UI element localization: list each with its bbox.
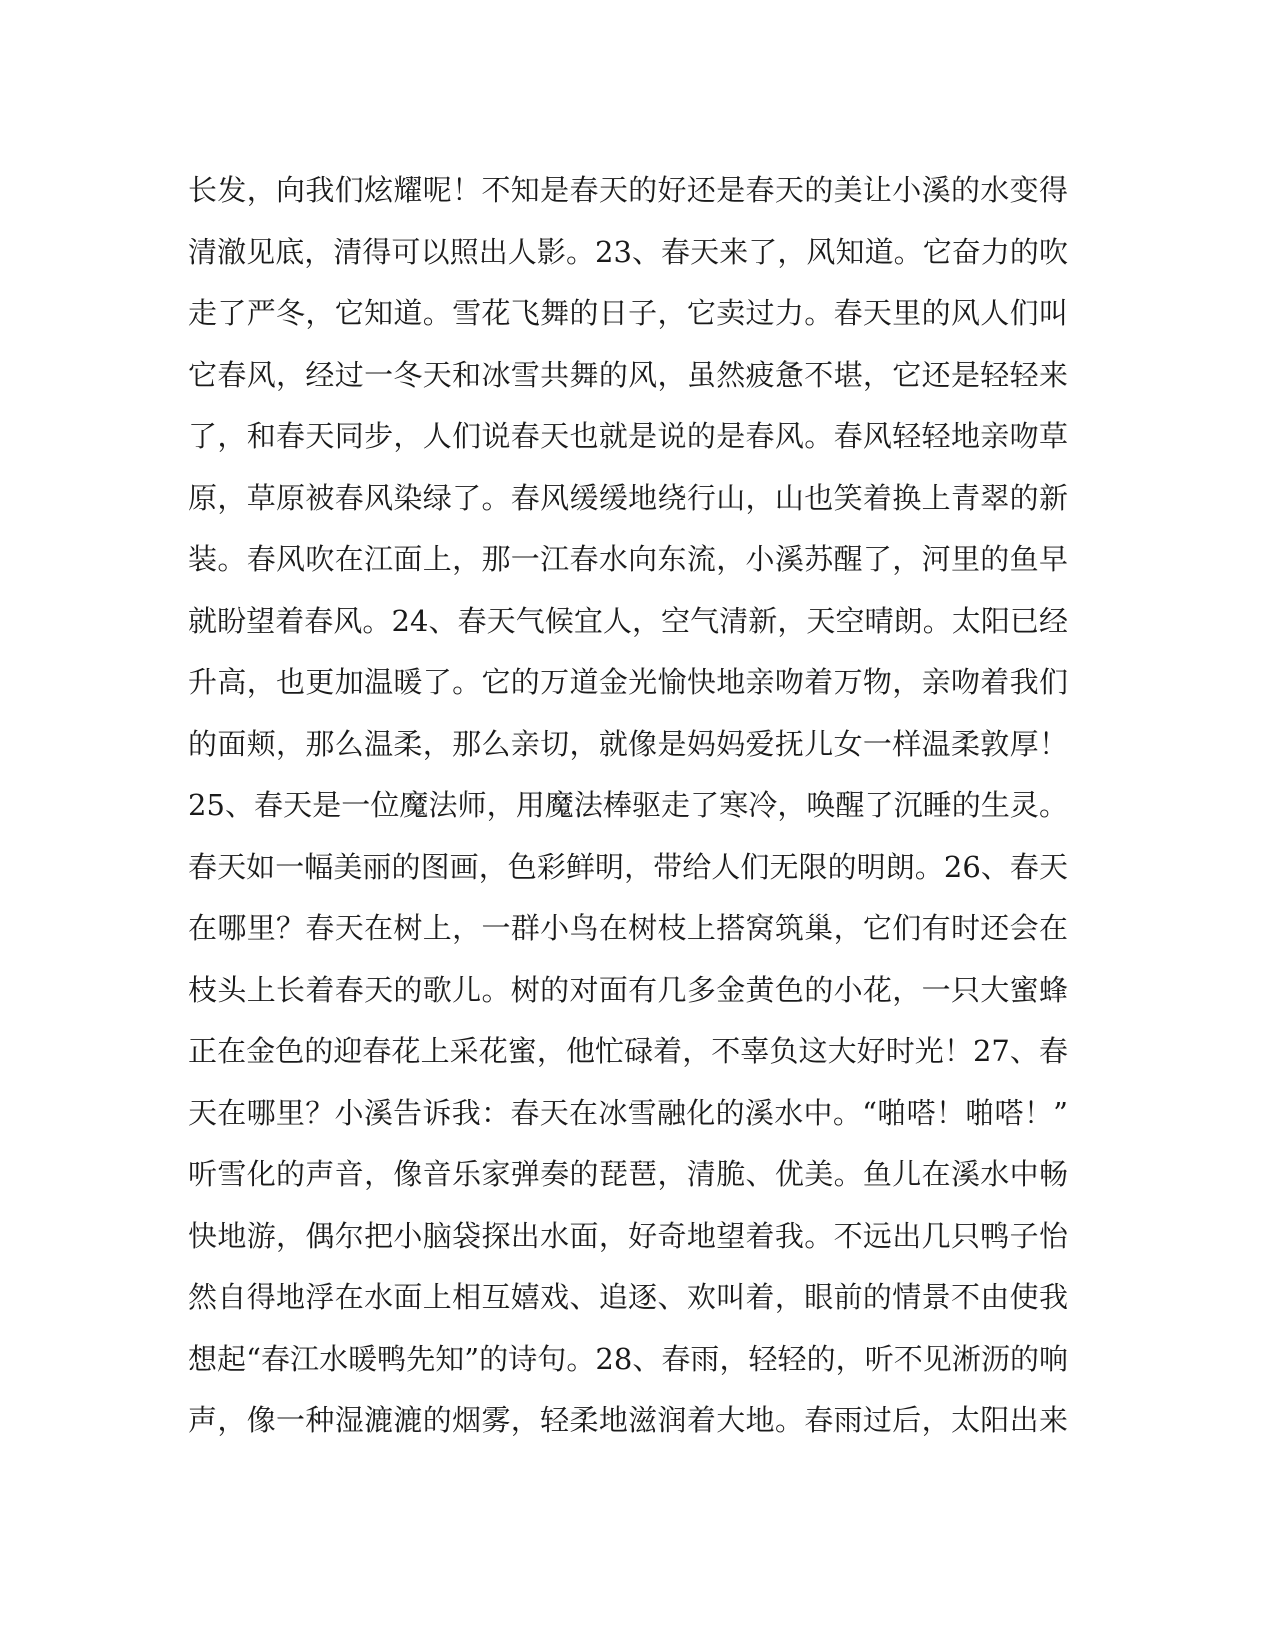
text-line: 枝头上长着春天的歌儿。树的对面有几多金黄色的小花，一只大蜜蜂 (188, 972, 1068, 1007)
text-line: 它春风，经过一冬天和冰雪共舞的风，虽然疲惫不堪，它还是轻轻来 (188, 357, 1068, 392)
text-line: 想起“春江水暖鸭先知”的诗句。28、春雨，轻轻的，听不见淅沥的响 (188, 1341, 1068, 1376)
text-line: 清澈见底，清得可以照出人影。23、春天来了，风知道。它奋力的吹 (188, 234, 1068, 269)
text-line: 的面颊，那么温柔，那么亲切，就像是妈妈爱抚儿女一样温柔敦厚！ (188, 726, 1068, 761)
text-line: 在哪里？春天在树上，一群小鸟在树枝上搭窝筑巢，它们有时还会在 (188, 911, 1068, 945)
text-line: 正在金色的迎春花上采花蜜，他忙碌着，不辜负这大好时光！27、春 (188, 1034, 1068, 1068)
text-line: 然自得地浮在水面上相互嬉戏、追逐、欢叫着，眼前的情景不由使我 (188, 1280, 1068, 1314)
text-line: 就盼望着春风。24、春天气候宜人，空气清新，天空晴朗。太阳已经 (188, 603, 1068, 638)
text-line: 25、春天是一位魔法师，用魔法棒驱走了寒冷，唤醒了沉睡的生灵。 (188, 788, 1068, 822)
text-line: 装。春风吹在江面上，那一江春水向东流，小溪苏醒了，河里的鱼早 (188, 542, 1068, 576)
text-line: 走了严冬，它知道。雪花飞舞的日子，它卖过力。春天里的风人们叫 (188, 296, 1068, 330)
text-line: 听雪化的声音，像音乐家弹奏的琵琶，清脆、优美。鱼儿在溪水中畅 (188, 1157, 1068, 1191)
text-line: 原，草原被春风染绿了。春风缓缓地绕行山，山也笑着换上青翠的新 (188, 480, 1068, 515)
text-line: 天在哪里？小溪告诉我：春天在冰雪融化的溪水中。“啪嗒！啪嗒！” (188, 1095, 1068, 1130)
text-line: 春天如一幅美丽的图画，色彩鲜明，带给人们无限的明朗。26、春天 (188, 849, 1068, 884)
text-line: 升高，也更加温暖了。它的万道金光愉快地亲吻着万物，亲吻着我们 (188, 665, 1068, 699)
body-text (188, 160, 1068, 1452)
text-line: 长发，向我们炫耀呢！不知是春天的好还是春天的美让小溪的水变得 (188, 173, 1068, 207)
text-line: 声，像一种湿漉漉的烟雾，轻柔地滋润着大地。春雨过后，太阳出来 (188, 1403, 1068, 1437)
text-line: 了，和春天同步，人们说春天也就是说的是春风。春风轻轻地亲吻草 (188, 419, 1068, 453)
text-line: 快地游，偶尔把小脑袋探出水面，好奇地望着我。不远出几只鸭子怡 (188, 1218, 1068, 1253)
